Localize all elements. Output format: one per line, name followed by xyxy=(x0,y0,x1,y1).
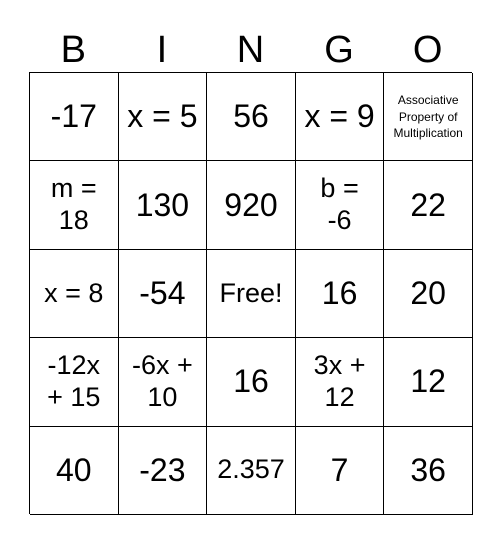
bingo-cell[interactable] xyxy=(296,250,385,338)
bingo-cell[interactable] xyxy=(384,250,473,338)
cell-text: 3x + 12 xyxy=(313,350,366,412)
bingo-cell[interactable] xyxy=(384,427,473,515)
bingo-cell[interactable] xyxy=(207,338,296,426)
bingo-cell[interactable] xyxy=(384,161,473,249)
cell-text: m = 18 xyxy=(50,173,97,236)
header-letter-b: B xyxy=(60,29,86,71)
cell-text: -6x + 10 xyxy=(132,350,193,412)
bingo-cell[interactable] xyxy=(30,338,119,426)
bingo-cell[interactable] xyxy=(207,73,296,161)
bingo-cell[interactable] xyxy=(119,161,208,249)
bingo-cell[interactable] xyxy=(296,427,385,515)
bingo-card-grid xyxy=(29,72,472,514)
cell-text: 40 xyxy=(56,451,92,488)
bingo-cell[interactable] xyxy=(384,338,473,426)
bingo-cell[interactable] xyxy=(119,338,208,426)
bingo-cell[interactable] xyxy=(119,250,208,338)
cell-text: 7 xyxy=(330,451,349,488)
cell-text: 2.357 xyxy=(217,454,285,485)
bingo-cell[interactable] xyxy=(207,427,296,515)
cell-text: 56 xyxy=(233,98,269,135)
bingo-cell[interactable] xyxy=(30,73,119,161)
cell-text: 36 xyxy=(410,451,446,488)
bingo-cell[interactable] xyxy=(296,338,385,426)
header-letter-i: I xyxy=(156,29,168,71)
bingo-cell[interactable] xyxy=(119,427,208,515)
cell-text: -54 xyxy=(139,275,186,312)
cell-text: 12 xyxy=(410,363,446,400)
cell-text: -12x + 15 xyxy=(47,350,101,412)
cell-text: 20 xyxy=(410,275,446,312)
cell-text: x = 9 xyxy=(304,98,375,135)
cell-text: -23 xyxy=(139,451,186,488)
cell-text: 16 xyxy=(321,275,358,312)
bingo-cell[interactable] xyxy=(119,73,208,161)
bingo-header xyxy=(29,28,472,72)
bingo-cell[interactable] xyxy=(296,161,385,249)
cell-text: x = 5 xyxy=(127,98,198,135)
header-letter-n: N xyxy=(236,29,265,71)
cell-text: 16 xyxy=(233,363,269,400)
header-letter-o: O xyxy=(412,29,443,71)
bingo-cell[interactable] xyxy=(30,161,119,249)
cell-text: Free! xyxy=(219,277,283,308)
cell-text: 130 xyxy=(135,186,190,223)
cell-text: b = -6 xyxy=(320,173,359,236)
cell-text: Associative Property of Multiplication xyxy=(393,93,463,140)
cell-text: -17 xyxy=(50,98,97,135)
cell-text: 22 xyxy=(410,186,446,223)
bingo-cell[interactable] xyxy=(296,73,385,161)
bingo-cell[interactable] xyxy=(30,427,119,515)
bingo-cell[interactable] xyxy=(207,161,296,249)
cell-text: x = 8 xyxy=(44,277,104,308)
bingo-free-space[interactable] xyxy=(207,250,296,338)
bingo-cell[interactable] xyxy=(384,73,473,161)
header-letter-g: G xyxy=(324,29,354,71)
cell-text: 920 xyxy=(224,186,278,223)
bingo-cell[interactable] xyxy=(30,250,119,338)
